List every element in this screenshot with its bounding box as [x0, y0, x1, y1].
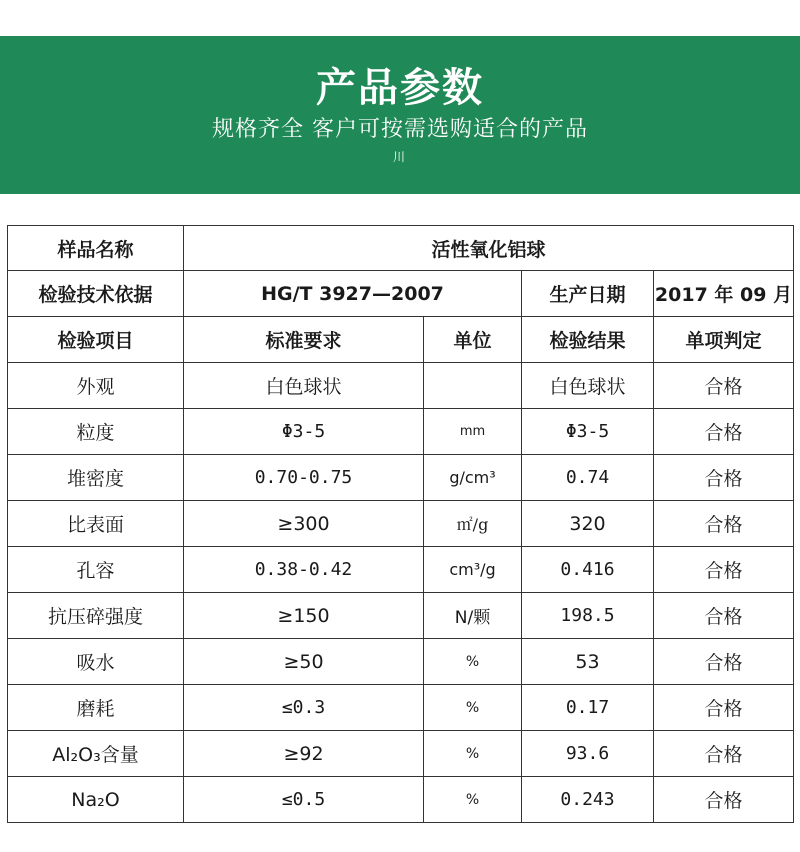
date-value: 2017 年 09 月: [654, 271, 794, 317]
table-row: [8, 455, 794, 501]
row-item: 比表面: [8, 501, 184, 547]
row-unit: %: [424, 639, 522, 685]
row-standard: ≤0.5: [184, 777, 424, 823]
row-item: 堆密度: [8, 455, 184, 501]
date-label: 生产日期: [522, 271, 654, 317]
header-banner: [0, 36, 800, 194]
header-result: 检验结果: [522, 317, 654, 363]
row-standard: 0.38-0.42: [184, 547, 424, 593]
row-verdict: 合格: [654, 777, 794, 823]
table-row: [8, 731, 794, 777]
decorative-mark: 川: [392, 150, 407, 164]
header-item: 检验项目: [8, 317, 184, 363]
row-unit: %: [424, 685, 522, 731]
row-standard: 0.70-0.75: [184, 455, 424, 501]
row-verdict: 合格: [654, 593, 794, 639]
row-standard: 白色球状: [184, 363, 424, 409]
row-result: 320: [522, 501, 654, 547]
row-verdict: 合格: [654, 363, 794, 409]
row-unit: ㎡/g: [424, 501, 522, 547]
row-verdict: 合格: [654, 409, 794, 455]
row-unit: mm: [424, 409, 522, 455]
header-verdict: 单项判定: [654, 317, 794, 363]
row-result: 198.5: [522, 593, 654, 639]
row-item: 抗压碎强度: [8, 593, 184, 639]
row-item: 吸水: [8, 639, 184, 685]
table-header-row: [8, 317, 794, 363]
table-row: [8, 639, 794, 685]
row-standard: ≥92: [184, 731, 424, 777]
row-verdict: 合格: [654, 685, 794, 731]
page-title: 产品参数: [316, 65, 484, 111]
row-item: 粒度: [8, 409, 184, 455]
row-unit: %: [424, 777, 522, 823]
table-row: [8, 777, 794, 823]
table-row-sample-name: [8, 226, 794, 271]
row-verdict: 合格: [654, 639, 794, 685]
row-standard: ≥150: [184, 593, 424, 639]
row-unit: N/颗: [424, 593, 522, 639]
table-row-basis: [8, 271, 794, 317]
table-row: [8, 409, 794, 455]
row-result: 93.6: [522, 731, 654, 777]
row-standard: ≤0.3: [184, 685, 424, 731]
sample-name-value: 活性氧化铝球: [184, 226, 794, 271]
row-result: 0.416: [522, 547, 654, 593]
row-standard: ≥300: [184, 501, 424, 547]
row-standard: Φ3-5: [184, 409, 424, 455]
spec-table: [7, 225, 794, 823]
page-subtitle: 规格齐全 客户可按需选购适合的产品: [212, 117, 588, 142]
row-result: 0.243: [522, 777, 654, 823]
row-unit: cm³/g: [424, 547, 522, 593]
row-result: Φ3-5: [522, 409, 654, 455]
row-unit: %: [424, 731, 522, 777]
row-verdict: 合格: [654, 547, 794, 593]
sample-name-label: 样品名称: [8, 226, 184, 271]
row-standard: ≥50: [184, 639, 424, 685]
row-result: 0.74: [522, 455, 654, 501]
table-row: [8, 685, 794, 731]
row-unit: [424, 363, 522, 409]
header-unit: 单位: [424, 317, 522, 363]
row-item: Al₂O₃含量: [8, 731, 184, 777]
row-item: 磨耗: [8, 685, 184, 731]
row-result: 53: [522, 639, 654, 685]
row-verdict: 合格: [654, 731, 794, 777]
basis-label: 检验技术依据: [8, 271, 184, 317]
header-standard: 标准要求: [184, 317, 424, 363]
basis-value: HG/T 3927—2007: [184, 271, 522, 317]
row-unit: g/cm³: [424, 455, 522, 501]
table-row: [8, 593, 794, 639]
row-verdict: 合格: [654, 455, 794, 501]
row-result: 0.17: [522, 685, 654, 731]
table-row: [8, 547, 794, 593]
row-item: 孔容: [8, 547, 184, 593]
row-result: 白色球状: [522, 363, 654, 409]
table-row: [8, 501, 794, 547]
table-row: [8, 363, 794, 409]
row-verdict: 合格: [654, 501, 794, 547]
row-item: 外观: [8, 363, 184, 409]
row-item: Na₂O: [8, 777, 184, 823]
